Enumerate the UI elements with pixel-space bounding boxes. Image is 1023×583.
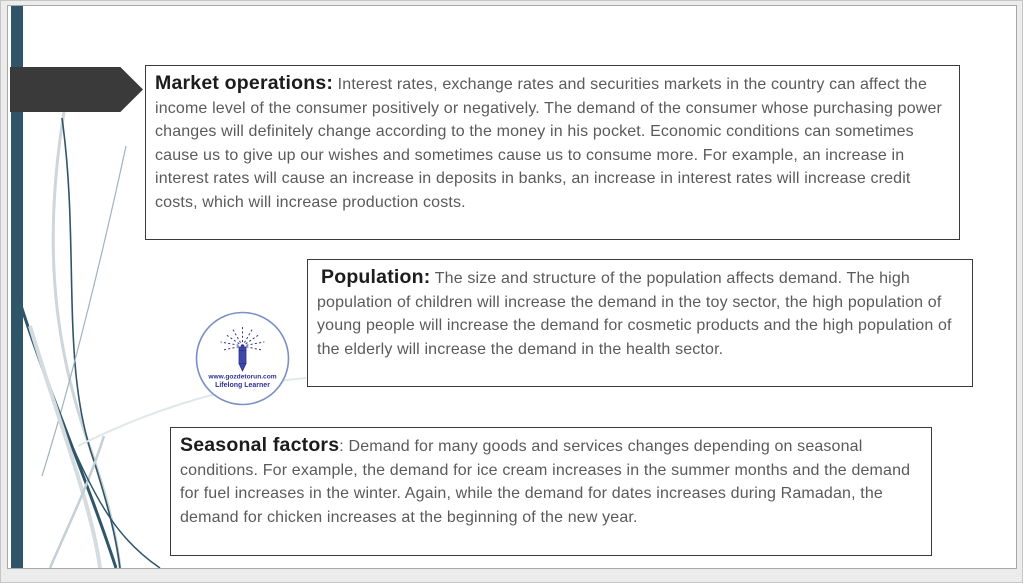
seasonal-factors-box (170, 427, 932, 556)
slide-canvas (7, 5, 1017, 569)
logo-badge (194, 310, 291, 407)
swoosh-curve-teal (62, 118, 120, 568)
population-title: Population: (321, 266, 431, 288)
seasonal-factors-body: Demand for many goods and services changes depending on seasonal conditions. For example, the demand for ice cream increases in the summer months and the demand for fuel increases in the winter. Again, while the demand for dates increases during Ramadan, the demand for chicken increases at the beginning of the new year. (180, 438, 911, 526)
market-operations-body: Interest rates, exchange rates and securities markets in the country can affect the income level of the consumer positively or negatively. The demand of the consumer whose purchasing power changes will definitely change according to the money in his pocket. Economic conditions can sometimes cause us to give up our wishes and sometimes cause us to consume more. For example, an increase in interest rates will cause an increase in deposits in banks, an increase in interest rates will increase credit costs, which will increase production costs. (155, 76, 942, 211)
population-body: The size and structure of the population affects demand. The high population of children will increase the demand in the toy sector, the high population of young people will increase the demand for cosmetic products and the high population of the elderly will increase the demand in the health sector. (317, 270, 952, 358)
market-operations-title: Market operations: (155, 72, 334, 94)
seasonal-factors-title: Seasonal factors (180, 434, 340, 456)
swoosh-curve-teal (18, 296, 116, 568)
swoosh-curve-silver (53, 112, 120, 568)
swoosh-curve-silver (30, 326, 100, 568)
logo-tagline: Lifelong Learner (215, 382, 270, 389)
market-operations-box (145, 65, 960, 240)
swoosh-curve-teal (68, 436, 160, 568)
logo-url: www.gozdetorun.com (208, 373, 277, 381)
swoosh-curve-silver (50, 436, 104, 568)
population-box (307, 259, 973, 387)
separator: : (339, 438, 349, 455)
pencil-tree-logo-icon (194, 310, 291, 407)
arrow-pointer-shape (10, 67, 143, 112)
swoosh-curve-teal (42, 146, 126, 476)
